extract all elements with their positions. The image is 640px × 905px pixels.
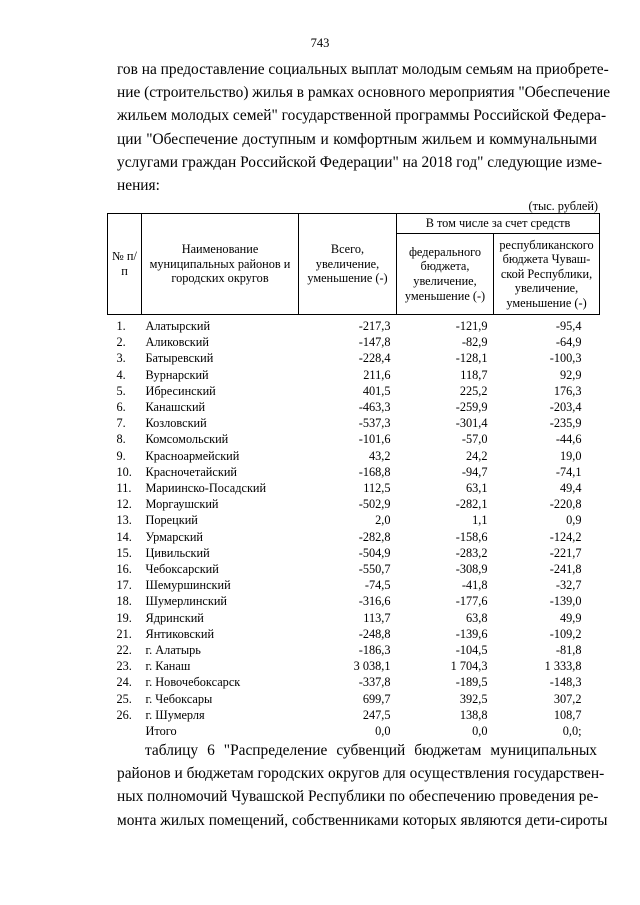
- district-name: Козловский: [145, 416, 207, 431]
- federal-value: 392,5: [459, 691, 488, 706]
- total-value: 112,5: [363, 481, 391, 496]
- intro-line: ние (строительство) жилья в рамках основного мероприятия "Обеспечение: [117, 84, 611, 102]
- row-number: 12.: [116, 497, 132, 512]
- federal-value: -283,2: [455, 545, 488, 560]
- district-name: г. Новочебоксарск: [145, 675, 241, 690]
- federal-value: -308,9: [455, 562, 488, 577]
- district-name: Красноармейский: [145, 448, 240, 463]
- row-number: 16.: [116, 562, 132, 577]
- federal-value: -57,0: [461, 432, 488, 447]
- republic-value: -241,8: [549, 562, 582, 577]
- total-value: -248,8: [358, 626, 391, 641]
- federal-value: -259,9: [455, 400, 488, 415]
- table-row: [108, 626, 600, 642]
- intro-line: жильем молодых семей" государственной программы Российской Федера-: [117, 107, 607, 125]
- header-name: Наименование муниципальных районов и городских округов: [142, 214, 299, 315]
- federal-value: -282,1: [455, 497, 488, 512]
- row-number: 10.: [116, 464, 132, 479]
- republic-value: 0,9: [566, 513, 582, 528]
- table-row: [108, 674, 600, 690]
- total-value: -147,8: [358, 335, 391, 350]
- intro-line: услугами граждан Российской Федерации" на 2018 год" следующие изме-: [117, 153, 603, 171]
- row-number: 4.: [116, 367, 126, 382]
- republic-value: -124,2: [549, 529, 582, 544]
- district-name: Ибресинский: [145, 383, 216, 398]
- federal-value: -158,6: [455, 529, 488, 544]
- federal-value: 118,7: [460, 367, 488, 382]
- subsidy-table: [107, 213, 600, 739]
- republic-value: 1 333,8: [544, 659, 582, 674]
- row-number: 26.: [116, 707, 132, 722]
- total-value: -101,6: [358, 432, 391, 447]
- table-row: [108, 464, 600, 480]
- total-value: 247,5: [362, 707, 391, 722]
- total-value: -168,8: [358, 464, 391, 479]
- district-name: Моргаушский: [145, 497, 219, 512]
- district-name: Урмарский: [145, 529, 203, 544]
- district-name: Аликовский: [145, 335, 209, 350]
- federal-value: -82,9: [461, 335, 488, 350]
- outro-line: монта жилых помещений, собственниками которых являются дети-сироты: [117, 811, 608, 829]
- republic-value: -32,7: [555, 578, 582, 593]
- header-total: Всего, увеличение, уменьшение (-): [299, 214, 397, 315]
- row-number: 18.: [116, 594, 132, 609]
- total-value: 699,7: [362, 691, 391, 706]
- federal-value: 0,0: [472, 724, 488, 739]
- total-value: -316,6: [358, 594, 391, 609]
- total-value: -186,3: [358, 643, 391, 658]
- federal-value: -301,4: [455, 416, 488, 431]
- republic-value: -221,7: [549, 545, 582, 560]
- total-value: -550,7: [358, 562, 391, 577]
- table-row: [108, 707, 600, 723]
- total-value: -74,5: [364, 578, 391, 593]
- federal-value: -189,5: [455, 675, 488, 690]
- republic-value: -64,9: [555, 335, 582, 350]
- row-number: 5.: [116, 383, 126, 398]
- table-row: [108, 496, 600, 512]
- row-number: 25.: [116, 691, 132, 706]
- total-value: 2,0: [375, 513, 391, 528]
- total-value: -537,3: [358, 416, 391, 431]
- republic-value: 176,3: [553, 383, 582, 398]
- table-row: [108, 315, 600, 335]
- federal-value: 225,2: [459, 383, 488, 398]
- district-name: Ядринский: [145, 610, 204, 625]
- total-value: -217,3: [358, 319, 391, 333]
- total-value: 0,0: [375, 724, 391, 739]
- district-name: Порецкий: [145, 513, 198, 528]
- table-row: [108, 691, 600, 707]
- district-name: Канашский: [145, 400, 206, 415]
- total-value: 113,7: [363, 610, 391, 625]
- republic-value: -235,9: [549, 416, 582, 431]
- republic-value: -109,2: [549, 626, 582, 641]
- republic-value: -148,3: [549, 675, 582, 690]
- table-body: [108, 315, 600, 740]
- header-num: № п/п: [108, 214, 142, 315]
- table-row: [108, 561, 600, 577]
- row-number: 3.: [116, 351, 126, 366]
- republic-value: 19,0: [559, 448, 582, 463]
- republic-value: 49,9: [559, 610, 582, 625]
- row-number: 2.: [116, 335, 126, 350]
- district-name: Итого: [145, 724, 177, 739]
- federal-value: -104,5: [455, 643, 488, 658]
- table-row: [108, 350, 600, 366]
- republic-value: -44,6: [555, 432, 582, 447]
- header-federal: федерального бюджета, увеличение, уменьшение (-): [397, 234, 494, 315]
- row-number: 8.: [116, 432, 126, 447]
- table-row: [108, 367, 600, 383]
- federal-value: -41,8: [461, 578, 488, 593]
- total-value: -337,8: [358, 675, 391, 690]
- outro-line: районов и бюджетам городских округов для осуществления государствен-: [117, 765, 605, 783]
- republic-value: 108,7: [553, 707, 582, 722]
- table-row: [108, 480, 600, 496]
- outro-line: ных полномочий Чувашской Республики по обеспечению проведения ре-: [117, 788, 599, 806]
- federal-value: 1 704,3: [450, 659, 488, 674]
- row-number: 21.: [116, 626, 132, 641]
- federal-value: -94,7: [461, 464, 488, 479]
- district-name: Шемуршинский: [145, 578, 231, 593]
- district-name: Цивильский: [145, 545, 210, 560]
- district-name: Вурнарский: [145, 367, 209, 382]
- outro-paragraph: [117, 739, 608, 832]
- republic-value: -95,4: [555, 319, 582, 333]
- district-name: Красночетайский: [145, 464, 237, 479]
- intro-line: ции "Обеспечение доступным и комфортным жильем и коммунальными: [117, 130, 597, 148]
- federal-value: -177,6: [455, 594, 488, 609]
- district-name: Шумерлинский: [145, 594, 228, 609]
- table-row: [108, 545, 600, 561]
- federal-value: 63,1: [465, 481, 488, 496]
- district-name: Комсомольский: [145, 432, 229, 447]
- row-number: 6.: [116, 400, 126, 415]
- row-number: 7.: [116, 416, 126, 431]
- table-row: [108, 334, 600, 350]
- unit-note: (тыс. рублей): [528, 199, 598, 213]
- header-group: В том числе за счет средств: [397, 214, 600, 234]
- district-name: Алатырский: [145, 319, 211, 333]
- table-row: [108, 383, 600, 399]
- total-value: 3 038,1: [353, 659, 391, 674]
- table-row: [108, 658, 600, 674]
- table-row: [108, 529, 600, 545]
- row-number: 11.: [116, 481, 132, 496]
- row-number: [108, 723, 142, 739]
- table-row: [108, 448, 600, 464]
- table-row: [108, 593, 600, 609]
- table-row: [108, 399, 600, 415]
- republic-value: 0,0;: [562, 724, 582, 739]
- republic-value: 92,9: [559, 367, 582, 382]
- row-number: 1.: [116, 319, 126, 333]
- district-name: Чебоксарский: [145, 562, 219, 577]
- republic-value: -100,3: [549, 351, 582, 366]
- republic-value: 49,4: [559, 481, 582, 496]
- total-value: 43,2: [368, 448, 391, 463]
- district-name: Мариинско-Посадский: [145, 481, 267, 496]
- total-value: -504,9: [358, 545, 391, 560]
- page-number: 743: [310, 36, 330, 50]
- federal-value: 138,8: [459, 707, 488, 722]
- district-name: г. Чебоксары: [145, 691, 213, 706]
- row-number: 15.: [116, 545, 132, 560]
- district-name: г. Алатырь: [145, 643, 201, 658]
- table-row: [108, 610, 600, 626]
- federal-value: 24,2: [465, 448, 488, 463]
- total-value: -502,9: [358, 497, 391, 512]
- row-number: 9.: [116, 448, 126, 463]
- intro-paragraph: [117, 58, 611, 197]
- federal-value: 1,1: [472, 513, 488, 528]
- table-row: [108, 642, 600, 658]
- row-number: 23.: [116, 659, 132, 674]
- republic-value: -139,0: [549, 594, 582, 609]
- table-row: [108, 431, 600, 447]
- row-number: 17.: [116, 578, 132, 593]
- intro-line: гов на предоставление социальных выплат молодым семьям на приобрете-: [117, 61, 609, 78]
- total-value: 211,6: [363, 367, 391, 382]
- intro-line: нения:: [117, 176, 160, 194]
- outro-line: таблицу 6 "Распределение субвенций бюджетам муниципальных: [145, 742, 597, 759]
- republic-value: -74,1: [555, 464, 582, 479]
- table-row: [108, 512, 600, 528]
- republic-value: 307,2: [553, 691, 582, 706]
- federal-value: -121,9: [455, 319, 488, 333]
- total-value: -228,4: [358, 351, 391, 366]
- row-number: 13.: [116, 513, 132, 528]
- federal-value: 63,8: [465, 610, 488, 625]
- district-name: Янтиковский: [145, 626, 215, 641]
- total-value: -463,3: [358, 400, 391, 415]
- row-number: 22.: [116, 643, 132, 658]
- table-row: [108, 415, 600, 431]
- row-number: 24.: [116, 675, 132, 690]
- total-value: -282,8: [358, 529, 391, 544]
- district-name: г. Шумерля: [145, 707, 205, 722]
- republic-value: -220,8: [549, 497, 582, 512]
- header-republic: республиканского бюджета Чуваш-ской Республики, увеличение, уменьшение (-): [494, 234, 600, 315]
- row-number: 19.: [116, 610, 132, 625]
- federal-value: -139,6: [455, 626, 488, 641]
- table-row: [108, 723, 600, 739]
- federal-value: -128,1: [455, 351, 488, 366]
- row-number: 14.: [116, 529, 132, 544]
- republic-value: -203,4: [549, 400, 582, 415]
- total-value: 401,5: [362, 383, 391, 398]
- republic-value: -81,8: [555, 643, 582, 658]
- table-row: [108, 577, 600, 593]
- district-name: Батыревский: [145, 351, 214, 366]
- district-name: г. Канаш: [145, 659, 191, 674]
